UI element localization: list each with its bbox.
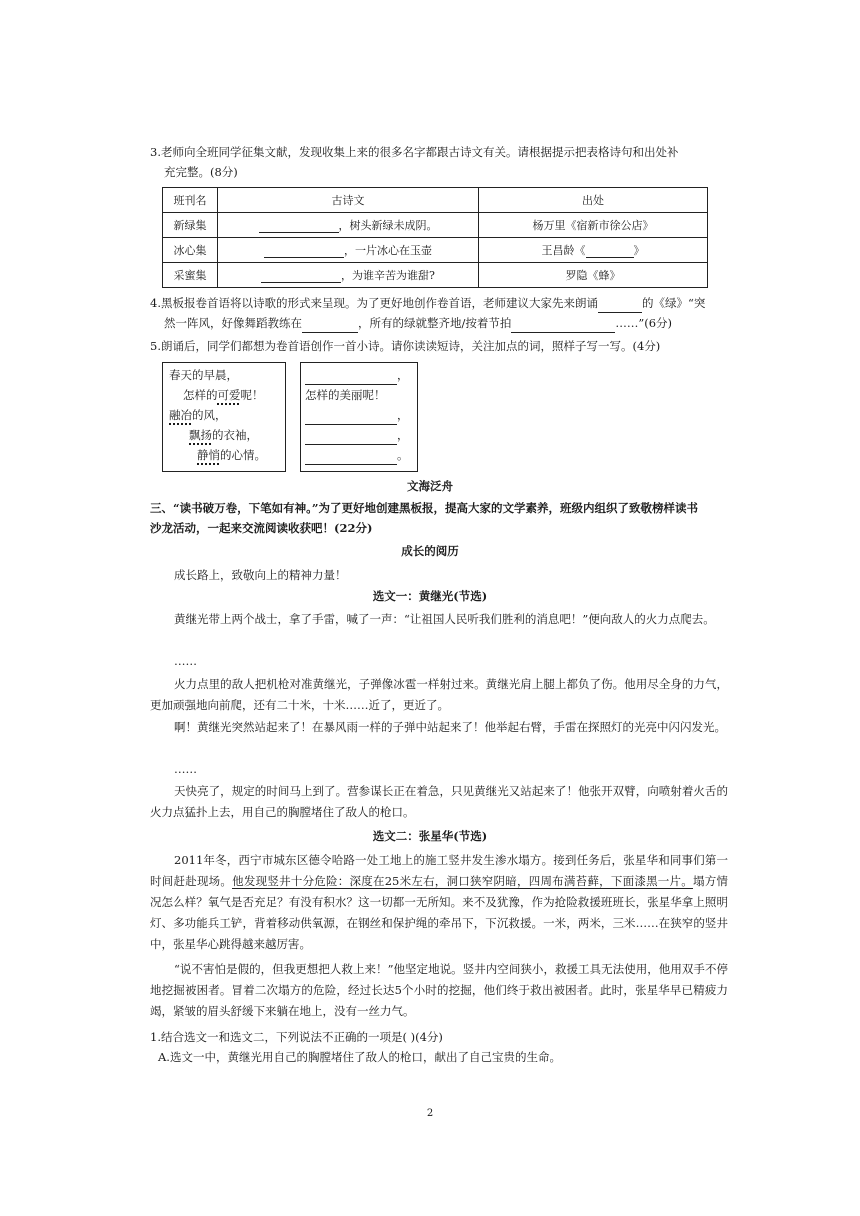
poem-dotted-word: 飘扬 [189,428,212,442]
poem-line [169,425,279,445]
selection-1-paragraph: 火力点里的敌人把机枪对准黄继光，子弹像冰雹一样射过来。黄继光肩上腿上都负了伤。他用尽全身的力气，更加顽强地向前爬，还有二十米，十米……近了，更近了。 [150,677,728,712]
poem-dotted-word: 静悄 [197,448,220,462]
poem-line [305,365,413,385]
poem-line [305,425,413,445]
question-1 [150,1027,710,1067]
ellipsis: …… [174,762,197,776]
question-3-line1: 3.老师向全班同学征集文献，发现收集上来的很多名字都跟古诗文有关。请根据提示把表格诗句和出处补 [150,145,679,159]
poem-text: 的心情。 [220,448,266,462]
table-row [163,213,708,238]
q4-text: 的《绿》“突 [641,296,706,310]
table-cell-verse [218,263,479,288]
selection-1-paragraph: 黄继光带上两个战士，拿了手雷，喊了一声：“让祖国人民听我们胜利的消息吧！”便向敌人的火力点爬去。 [174,612,715,626]
poem-punct: ， [397,428,409,442]
answer-blank[interactable] [264,244,344,258]
question-4-line1 [150,293,725,313]
poem-line: 怎样的美丽呢！ [305,388,386,402]
question-5: 5.朗诵后，同学们都想为卷首语创作一首小诗。请你读读短诗，关注加点的词，照样子写一写。(4分) [150,339,661,353]
question-4 [150,293,725,333]
table-header-row [163,188,708,213]
selection-2-paragraph: “说不害怕是假的，但我更想把人救上来！”他坚定地说。竖井内空间狭小，救援工具无法使用，他用双手不停地挖掘被困者。冒着二次塌方的危险，经过长达5个小时的挖掘，他们终于救出被困者。此时，张星华早已精疲力竭，紧皱的眉头舒缓下来躺在地上，没有一丝力气。 [150,962,728,1018]
poem-text: 呢！ [240,388,264,402]
option-a[interactable]: A.选文一中，黄继光用自己的胸膛堵住了敌人的枪口，献出了自己宝贵的生命。 [158,1050,561,1064]
poem-text: 怎样的 [183,388,218,402]
table-cell-source [479,238,708,263]
table-row [163,263,708,288]
answer-blank[interactable] [259,219,339,233]
q4-text: 4.黑板报卷首语将以诗歌的形式来呈现。为了更好地创作卷首语，老师建议大家先来朗诵 [150,296,598,310]
answer-poem-box [300,362,418,472]
para-text: 2011年冬，西宁市城东区德令哈路一处工地上的施工竖井发生渗水塌方。接到任务后，张星华和同事们第一时间赶赴现场。 [150,853,728,888]
poem-line [305,405,413,425]
poem-line [169,385,279,405]
selection-1-paragraph: 啊！黄继光突然站起来了！在暴风雨一样的子弹中站起来了！他举起右臂，手雷在探照灯的光亮中闪闪发光。 [174,720,726,734]
poem-line: 春天的早晨， [169,368,238,382]
source-text: 杨万里《宿新市徐公店》 [532,219,654,232]
reading-intro: 成长路上，致敬向上的精神力量！ [174,568,347,582]
source-text: 王昌龄《 [541,244,586,257]
selection-2-paragraph [150,850,728,955]
question-4-line2 [150,313,725,333]
section-3-line1: 三、“读书破万卷，下笔如有神。”为了更好地创建黑板报，提高大家的文学素养，班级内组织了致敬榜样读书 [150,501,698,515]
verse-table [162,187,708,288]
selection-1-paragraph: 天快亮了，规定的时间马上到了。营参谋长正在着急，只见黄继光又站起来了！他张开双臂，向喷射着火舌的火力点猛扑上去，用自己的胸膛堵住了敌人的枪口。 [150,784,728,819]
table-cell-name: 采蜜集 [163,263,218,288]
answer-blank[interactable] [511,319,615,333]
table-header: 班刊名 [163,188,218,213]
poem-text: 的风， [192,408,227,422]
q4-text: ……”(6分) [615,316,673,330]
section-3-line2: 沙龙活动，一起来交流阅读收获吧！(22分) [150,521,373,535]
poem-line [169,405,279,425]
selection-1-title: 选文一：黄继光(节选) [372,589,488,603]
para-text: 塌方情况怎么样？氧气是否充足？有没有积水？这一切都一无所知。来不及犹豫，作为抢险救援班班长，张星华拿上照明灯、多功能兵工铲，背着移动供氧源，在钢丝和保护绳的牵吊下，下沉救援。一米，两米，三米……在狭窄的竖井中，张星华心跳得越来越厉害。 [150,874,728,951]
verse-text: ，一片冰心在玉壶 [344,244,432,257]
answer-blank[interactable] [305,451,397,465]
question-3 [150,142,720,182]
source-text-end: 》 [633,244,645,257]
ellipsis: …… [174,654,197,668]
table-cell-source [479,263,708,288]
answer-blank[interactable] [305,411,397,425]
q4-text: ，所有的绿就整齐地/按着节拍 [358,316,512,330]
sample-poem-box [162,362,286,472]
section-3-intro [150,498,728,538]
poem-line [305,445,413,465]
poem-line [169,445,279,465]
poem-dotted-word: 可爱 [217,388,241,402]
page-number: 2 [426,1108,434,1119]
table-cell-name: 新绿集 [163,213,218,238]
answer-blank[interactable] [261,269,341,283]
table-cell-verse [218,213,479,238]
selection-2-title: 选文二：张星华(节选) [372,829,488,843]
table-header: 古诗文 [218,188,479,213]
table-cell-verse [218,238,479,263]
poem-punct: ， [397,368,409,382]
underlined-sentence: 他发现竖井十分危险：深度在25米左右，洞口狭窄阴暗，四周布满苔藓，下面漆黑一片。 [232,874,694,888]
answer-blank[interactable] [302,319,358,333]
source-text: 罗隐《蜂》 [565,269,621,282]
question-3-line2: 充完整。(8分) [164,165,238,179]
table-cell-source [479,213,708,238]
question-1-stem: 1.结合选文一和选文二，下列说法不正确的一项是( )(4分) [150,1030,443,1044]
verse-text: ，树头新绿未成阴。 [338,219,438,232]
section-title: 文海泛舟 [407,479,453,493]
answer-blank[interactable] [305,371,397,385]
verse-text: ，为谁辛苦为谁甜? [341,269,435,282]
answer-blank[interactable] [305,431,397,445]
table-row [163,238,708,263]
reading-title: 成长的阅历 [401,544,459,558]
table-cell-name: 冰心集 [163,238,218,263]
table-header: 出处 [479,188,708,213]
poem-dotted-word: 融冶 [169,408,192,422]
poem-punct: 。 [397,448,409,462]
poem-punct: ， [397,408,409,422]
answer-blank[interactable] [598,299,642,313]
q4-text: 然一阵风，好像舞蹈教练在 [164,316,302,330]
poem-text: 的衣袖， [212,428,258,442]
answer-blank[interactable] [586,244,634,258]
